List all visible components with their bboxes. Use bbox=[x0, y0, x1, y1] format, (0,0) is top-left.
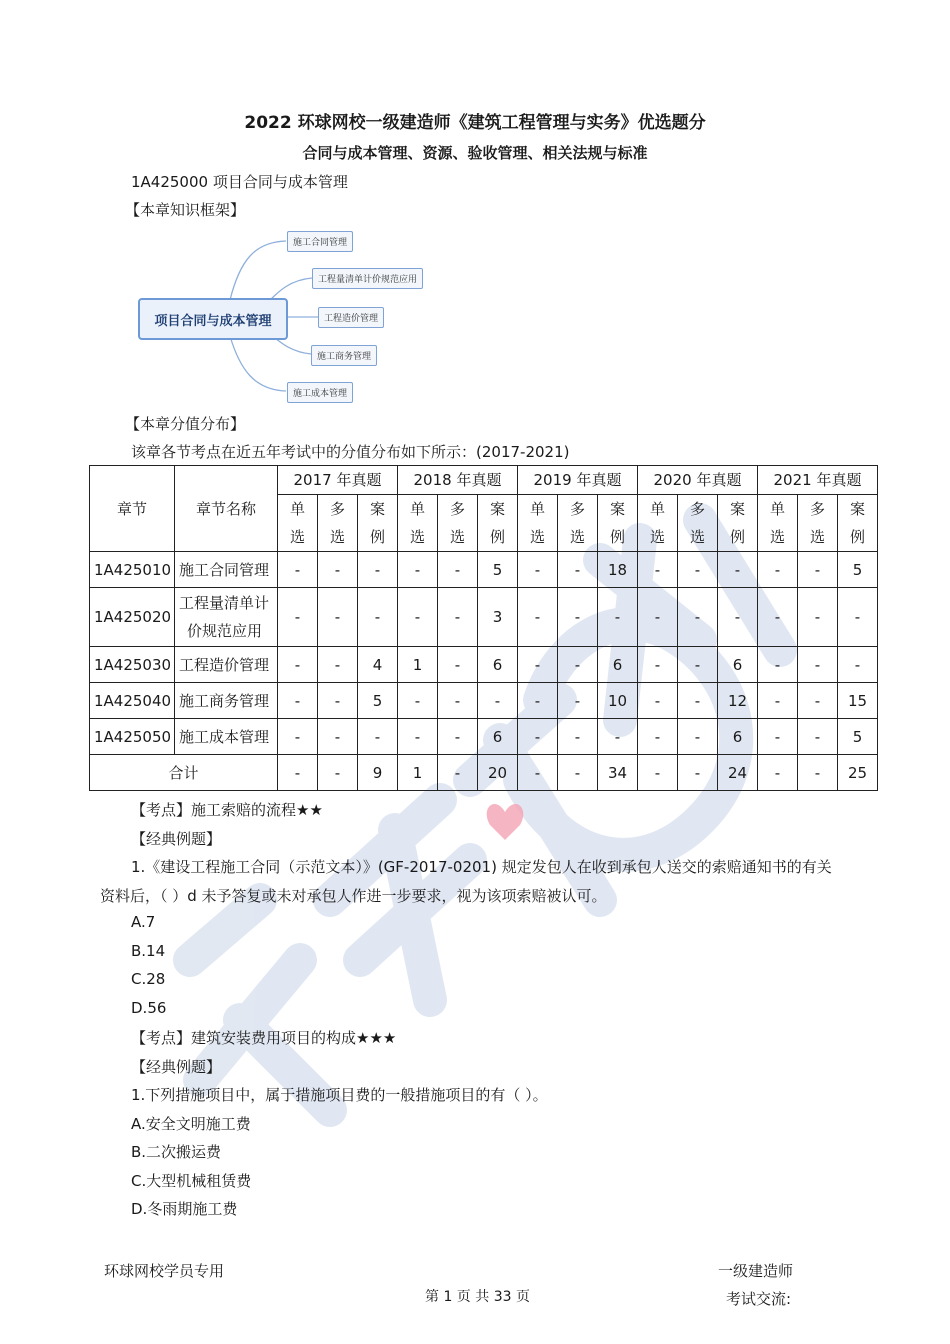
table-cell: - bbox=[278, 588, 318, 647]
table-cell: - bbox=[758, 719, 798, 755]
subheader-top: 多 bbox=[689, 500, 705, 518]
table-cell: - bbox=[318, 647, 358, 683]
table-cell: - bbox=[398, 683, 438, 719]
table-cell: - bbox=[798, 552, 838, 588]
row-name-line: 价规范应用 bbox=[187, 622, 263, 640]
table-cell: - bbox=[798, 719, 838, 755]
table-cell: - bbox=[758, 683, 798, 719]
subheader-top: 案 bbox=[489, 500, 505, 518]
row-name: 施工商务管理 bbox=[175, 683, 278, 719]
table-cell: 5 bbox=[358, 683, 398, 719]
row-code: 1A425040 bbox=[90, 683, 175, 719]
subheader-top: 案 bbox=[609, 500, 625, 518]
subheader-bottom: 选 bbox=[409, 528, 425, 546]
subheader-cell bbox=[758, 495, 798, 552]
subheader-top: 多 bbox=[569, 500, 585, 518]
table-cell: 6 bbox=[478, 719, 518, 755]
table-cell: - bbox=[598, 719, 638, 755]
subheader-bottom: 选 bbox=[649, 528, 665, 546]
table-cell: 15 bbox=[838, 683, 878, 719]
table-cell: 1 bbox=[398, 647, 438, 683]
total-cell: - bbox=[638, 755, 678, 791]
table-row bbox=[90, 588, 878, 647]
header-year: 2019 年真题 bbox=[518, 466, 638, 495]
table-cell: - bbox=[638, 588, 678, 647]
total-cell: - bbox=[758, 755, 798, 791]
kaodian-1: 【考点】施工索赔的流程★★ bbox=[131, 801, 323, 819]
table-row bbox=[90, 552, 878, 588]
subheader-bottom: 选 bbox=[769, 528, 785, 546]
table-cell: - bbox=[358, 719, 398, 755]
total-cell: - bbox=[518, 755, 558, 791]
mindmap-branch: 工程量清单计价规范应用 bbox=[312, 268, 423, 289]
table-cell: - bbox=[318, 719, 358, 755]
table-cell: 6 bbox=[478, 647, 518, 683]
question-2-line1: 1.下列措施项目中，属于措施项目费的一般措施项目的有（ ）。 bbox=[131, 1086, 548, 1104]
table-cell: - bbox=[798, 683, 838, 719]
header-name: 章节名称 bbox=[175, 466, 278, 552]
total-cell: 34 bbox=[598, 755, 638, 791]
table-cell: - bbox=[758, 588, 798, 647]
table-cell: - bbox=[438, 588, 478, 647]
header-section: 章节 bbox=[90, 466, 175, 552]
table-cell: - bbox=[638, 647, 678, 683]
subheader-cell bbox=[638, 495, 678, 552]
heart-icon bbox=[487, 804, 524, 840]
mindmap-branch: 工程造价管理 bbox=[318, 307, 384, 328]
example-label-1: 【经典例题】 bbox=[131, 830, 222, 848]
subheader-cell bbox=[438, 495, 478, 552]
section-score-heading: 【本章分值分布】 bbox=[125, 415, 246, 433]
q2-option: D.冬雨期施工费 bbox=[131, 1200, 238, 1218]
header-year: 2017 年真题 bbox=[278, 466, 398, 495]
kaodian-2: 【考点】建筑安装费用项目的构成★★★ bbox=[131, 1029, 397, 1047]
subheader-bottom: 例 bbox=[609, 528, 625, 546]
header-year: 2018 年真题 bbox=[398, 466, 518, 495]
subheader-bottom: 例 bbox=[849, 528, 865, 546]
q2-option: B.二次搬运费 bbox=[131, 1143, 222, 1161]
table-cell: - bbox=[518, 719, 558, 755]
table-cell: - bbox=[558, 683, 598, 719]
table-cell: - bbox=[558, 719, 598, 755]
table-cell: - bbox=[318, 683, 358, 719]
total-cell: - bbox=[798, 755, 838, 791]
table-cell: - bbox=[678, 647, 718, 683]
table-cell: 18 bbox=[598, 552, 638, 588]
table-cell: - bbox=[798, 588, 838, 647]
subheader-bottom: 选 bbox=[809, 528, 825, 546]
table-cell: - bbox=[278, 683, 318, 719]
footer-left: 环球网校学员专用 bbox=[104, 1262, 225, 1280]
footer-page-number: 第 1 页 共 33 页 bbox=[425, 1289, 530, 1305]
row-code: 1A425020 bbox=[90, 588, 175, 647]
subheader-bottom: 选 bbox=[289, 528, 305, 546]
table-cell: - bbox=[318, 552, 358, 588]
header-year: 2020 年真题 bbox=[638, 466, 758, 495]
subheader-bottom: 例 bbox=[489, 528, 505, 546]
table-cell: 12 bbox=[718, 683, 758, 719]
subheader-top: 多 bbox=[809, 500, 825, 518]
table-cell: - bbox=[798, 647, 838, 683]
subheader-cell bbox=[518, 495, 558, 552]
q2-option: C.大型机械租赁费 bbox=[131, 1172, 252, 1190]
total-cell: 24 bbox=[718, 755, 758, 791]
table-cell: 10 bbox=[598, 683, 638, 719]
subheader-bottom: 例 bbox=[729, 528, 745, 546]
mindmap-root: 项目合同与成本管理 bbox=[138, 298, 288, 340]
subheader-top: 案 bbox=[729, 500, 745, 518]
table-cell: - bbox=[758, 552, 798, 588]
subheader-bottom: 选 bbox=[529, 528, 545, 546]
table-cell: - bbox=[438, 683, 478, 719]
subheader-top: 案 bbox=[369, 500, 385, 518]
total-cell: - bbox=[438, 755, 478, 791]
table-cell: - bbox=[278, 719, 318, 755]
table-cell: - bbox=[438, 647, 478, 683]
question-1-line1: 1.《建设工程施工合同（示范文本）》(GF-2017-0201) 规定发包人在收到承包人送交的索赔通知书的有关 bbox=[131, 858, 832, 876]
footer-right-2: 考试交流: bbox=[726, 1290, 792, 1308]
table-cell: - bbox=[838, 588, 878, 647]
document-title: 2022 环球网校一级建造师《建筑工程管理与实务》优选题分 bbox=[244, 113, 706, 133]
table-row bbox=[90, 719, 878, 755]
subheader-cell bbox=[718, 495, 758, 552]
table-cell: - bbox=[678, 719, 718, 755]
row-name: 施工合同管理 bbox=[175, 552, 278, 588]
row-name-line: 工程量清单计 bbox=[179, 594, 270, 612]
table-cell: - bbox=[398, 719, 438, 755]
subheader-bottom: 例 bbox=[369, 528, 385, 546]
table-cell: - bbox=[638, 683, 678, 719]
table-cell: 6 bbox=[718, 647, 758, 683]
table-cell: 3 bbox=[478, 588, 518, 647]
subheader-cell bbox=[358, 495, 398, 552]
table-cell: - bbox=[518, 647, 558, 683]
table-cell: - bbox=[358, 588, 398, 647]
table-cell: 6 bbox=[718, 719, 758, 755]
document-subtitle: 合同与成本管理、资源、验收管理、相关法规与标准 bbox=[302, 144, 648, 162]
table-cell: - bbox=[638, 719, 678, 755]
mindmap-branch: 施工商务管理 bbox=[311, 345, 377, 366]
score-table bbox=[89, 465, 878, 791]
table-cell: - bbox=[518, 588, 558, 647]
subheader-cell bbox=[838, 495, 878, 552]
total-cell: 1 bbox=[398, 755, 438, 791]
table-cell: 5 bbox=[838, 719, 878, 755]
table-cell: - bbox=[558, 552, 598, 588]
subheader-cell bbox=[558, 495, 598, 552]
row-name: 工程造价管理 bbox=[175, 647, 278, 683]
q1-option: B.14 bbox=[131, 942, 166, 960]
footer-right-1: 一级建造师 bbox=[718, 1262, 794, 1280]
subheader-top: 多 bbox=[449, 500, 465, 518]
total-cell: 20 bbox=[478, 755, 518, 791]
row-name bbox=[175, 588, 278, 647]
table-cell: 4 bbox=[358, 647, 398, 683]
header-year: 2021 年真题 bbox=[758, 466, 878, 495]
table-cell: - bbox=[598, 588, 638, 647]
table-cell: - bbox=[518, 552, 558, 588]
row-name: 施工成本管理 bbox=[175, 719, 278, 755]
section-framework-heading: 【本章知识框架】 bbox=[125, 201, 246, 219]
table-cell: - bbox=[678, 683, 718, 719]
table-cell: - bbox=[678, 588, 718, 647]
subheader-cell bbox=[478, 495, 518, 552]
subheader-top: 案 bbox=[849, 500, 865, 518]
subheader-cell bbox=[398, 495, 438, 552]
total-cell: - bbox=[678, 755, 718, 791]
subheader-top: 单 bbox=[289, 500, 305, 518]
table-cell: - bbox=[718, 588, 758, 647]
table-cell: - bbox=[518, 683, 558, 719]
subheader-cell bbox=[318, 495, 358, 552]
table-cell: 5 bbox=[478, 552, 518, 588]
table-cell: - bbox=[758, 647, 798, 683]
subheader-top: 单 bbox=[529, 500, 545, 518]
table-row bbox=[90, 647, 878, 683]
table-cell: 6 bbox=[598, 647, 638, 683]
table-cell: - bbox=[638, 552, 678, 588]
table-cell: - bbox=[558, 647, 598, 683]
subheader-cell bbox=[678, 495, 718, 552]
q1-option: A.7 bbox=[131, 913, 156, 931]
subheader-cell bbox=[598, 495, 638, 552]
table-cell: - bbox=[438, 552, 478, 588]
question-1-line2: 资料后，（ ）d 未予答复或未对承包人作进一步要求，视为该项索赔被认可。 bbox=[100, 887, 607, 905]
q1-option: C.28 bbox=[131, 970, 166, 988]
score-intro: 该章各节考点在近五年考试中的分值分布如下所示：(2017-2021) bbox=[131, 443, 570, 461]
table-cell: - bbox=[278, 552, 318, 588]
row-code: 1A425050 bbox=[90, 719, 175, 755]
subheader-top: 多 bbox=[329, 500, 345, 518]
q1-option: D.56 bbox=[131, 999, 167, 1017]
chapter-heading: 1A425000 项目合同与成本管理 bbox=[131, 173, 348, 191]
total-row bbox=[90, 755, 878, 791]
total-cell: 9 bbox=[358, 755, 398, 791]
table-cell: - bbox=[398, 588, 438, 647]
row-code: 1A425010 bbox=[90, 552, 175, 588]
subheader-cell bbox=[278, 495, 318, 552]
subheader-bottom: 选 bbox=[569, 528, 585, 546]
subheader-bottom: 选 bbox=[449, 528, 465, 546]
mindmap-branch: 施工合同管理 bbox=[287, 231, 353, 252]
table-row bbox=[90, 683, 878, 719]
table-cell: - bbox=[358, 552, 398, 588]
table-cell: - bbox=[318, 588, 358, 647]
total-cell: - bbox=[558, 755, 598, 791]
table-cell: - bbox=[438, 719, 478, 755]
total-cell: - bbox=[318, 755, 358, 791]
table-cell: - bbox=[838, 647, 878, 683]
subheader-top: 单 bbox=[409, 500, 425, 518]
table-cell: - bbox=[718, 552, 758, 588]
row-code: 1A425030 bbox=[90, 647, 175, 683]
table-cell: - bbox=[398, 552, 438, 588]
table-cell: 5 bbox=[838, 552, 878, 588]
q2-option: A.安全文明施工费 bbox=[131, 1115, 251, 1133]
subheader-bottom: 选 bbox=[689, 528, 705, 546]
mindmap-branch: 施工成本管理 bbox=[287, 382, 353, 403]
table-cell: - bbox=[478, 683, 518, 719]
subheader-bottom: 选 bbox=[329, 528, 345, 546]
example-label-2: 【经典例题】 bbox=[131, 1058, 222, 1076]
total-cell: - bbox=[278, 755, 318, 791]
table-cell: - bbox=[278, 647, 318, 683]
total-label: 合计 bbox=[90, 755, 278, 791]
total-cell: 25 bbox=[838, 755, 878, 791]
table-cell: - bbox=[558, 588, 598, 647]
subheader-top: 单 bbox=[769, 500, 785, 518]
table-cell: - bbox=[678, 552, 718, 588]
subheader-top: 单 bbox=[649, 500, 665, 518]
subheader-cell bbox=[798, 495, 838, 552]
